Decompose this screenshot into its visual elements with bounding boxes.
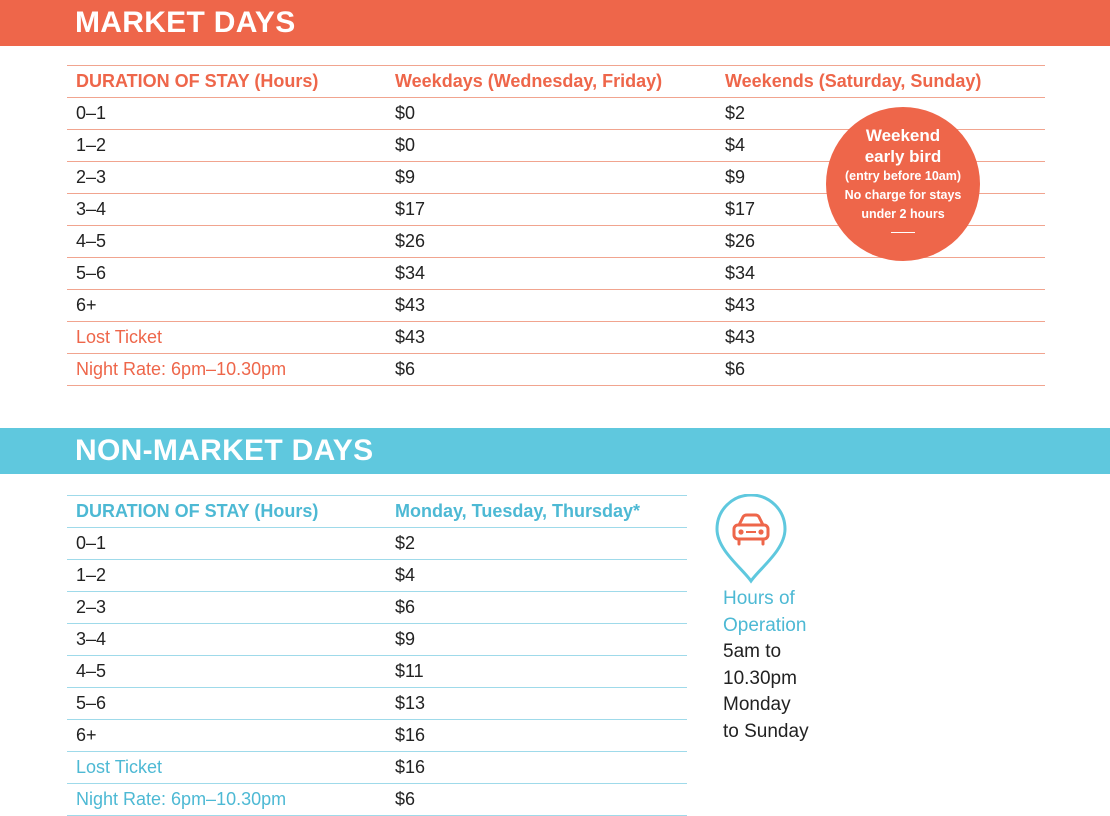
table-row-lost-ticket — [67, 322, 1045, 354]
weekday-price-cell: $9 — [395, 167, 416, 187]
weekday-price-cell: $43 — [395, 295, 426, 315]
hours-value: 10.30pm — [723, 667, 797, 689]
non-market-days-banner — [0, 428, 1110, 474]
badge-line: No charge for stays — [844, 188, 962, 202]
weekend-price-cell: $9 — [725, 167, 746, 187]
table-row — [67, 624, 687, 656]
price-cell: $2 — [395, 533, 416, 553]
price-cell: $13 — [395, 693, 426, 713]
duration-cell: 4–5 — [76, 661, 107, 681]
price-cell: $9 — [395, 629, 416, 649]
duration-cell: 5–6 — [76, 263, 107, 283]
duration-cell: 2–3 — [76, 167, 107, 187]
market-days-title: MARKET DAYS — [75, 6, 296, 39]
table-row — [67, 560, 687, 592]
table-row — [67, 290, 1045, 322]
duration-cell: 2–3 — [76, 597, 107, 617]
hours-value: 5am to — [723, 641, 782, 662]
duration-cell: 1–2 — [76, 135, 107, 155]
table-row — [67, 592, 687, 624]
duration-cell: 0–1 — [76, 533, 107, 553]
weekend-price-cell: $34 — [725, 263, 756, 283]
table-header-row — [67, 496, 687, 528]
hours-of-operation — [723, 586, 809, 745]
table-row — [67, 656, 687, 688]
table-header-row — [67, 66, 1045, 98]
weekday-price-cell: $34 — [395, 263, 426, 283]
weekend-price-cell: $43 — [725, 295, 756, 315]
duration-cell: 6+ — [76, 295, 97, 315]
price-cell: $4 — [395, 565, 416, 585]
table-row-night-rate — [67, 784, 687, 816]
header-weekends: Weekends (Saturday, Sunday) — [725, 71, 982, 91]
weekend-price-cell: $17 — [725, 199, 756, 219]
badge-divider — [891, 232, 915, 233]
header-duration: DURATION OF STAY (Hours) — [76, 71, 319, 91]
badge-line: early bird — [864, 147, 942, 166]
weekend-price-cell: $43 — [725, 327, 756, 347]
badge-line: under 2 hours — [861, 207, 945, 221]
price-cell: $11 — [395, 661, 424, 681]
price-cell: $6 — [395, 789, 416, 809]
weekend-price-cell: $2 — [725, 103, 746, 123]
badge-line: Weekend — [865, 126, 941, 145]
weekday-price-cell: $26 — [395, 231, 426, 251]
price-cell: $6 — [395, 597, 416, 617]
duration-cell: 3–4 — [76, 629, 107, 649]
weekend-price-cell: $26 — [725, 231, 756, 251]
weekend-early-bird-badge — [826, 107, 980, 261]
hours-value: to Sunday — [723, 720, 809, 742]
table-row — [67, 688, 687, 720]
duration-cell: 0–1 — [76, 103, 107, 123]
badge-line: (entry before 10am) — [844, 169, 961, 183]
weekday-price-cell: $6 — [395, 359, 416, 379]
non-market-days-title: NON-MARKET DAYS — [75, 434, 374, 467]
header-duration: DURATION OF STAY (Hours) — [76, 501, 319, 521]
table-row-night-rate — [67, 354, 1045, 386]
price-cell: $16 — [395, 725, 426, 745]
duration-cell: 5–6 — [76, 693, 107, 713]
duration-cell: 6+ — [76, 725, 97, 745]
duration-cell: 4–5 — [76, 231, 107, 251]
hours-label: Operation — [723, 614, 807, 636]
header-days: Monday, Tuesday, Thursday* — [395, 501, 641, 521]
weekday-price-cell: $17 — [395, 199, 426, 219]
duration-cell: 3–4 — [76, 199, 107, 219]
car-location-pin-icon — [714, 494, 788, 584]
duration-cell: 1–2 — [76, 565, 107, 585]
duration-cell: Lost Ticket — [76, 327, 163, 347]
weekday-price-cell: $0 — [395, 103, 416, 123]
non-market-days-table — [67, 495, 687, 816]
weekend-price-cell: $4 — [725, 135, 746, 155]
weekend-price-cell: $6 — [725, 359, 746, 379]
hours-value: Monday — [723, 694, 791, 715]
price-cell: $16 — [395, 757, 426, 777]
market-days-banner — [0, 0, 1110, 46]
duration-cell: Lost Ticket — [76, 757, 163, 777]
duration-cell: Night Rate: 6pm–10.30pm — [76, 359, 287, 379]
weekday-price-cell: $0 — [395, 135, 416, 155]
hours-label: Hours of — [723, 588, 795, 609]
table-row-lost-ticket — [67, 752, 687, 784]
table-row — [67, 720, 687, 752]
table-row — [67, 528, 687, 560]
duration-cell: Night Rate: 6pm–10.30pm — [76, 789, 287, 809]
header-weekdays: Weekdays (Wednesday, Friday) — [395, 71, 663, 91]
table-row — [67, 258, 1045, 290]
weekday-price-cell: $43 — [395, 327, 426, 347]
